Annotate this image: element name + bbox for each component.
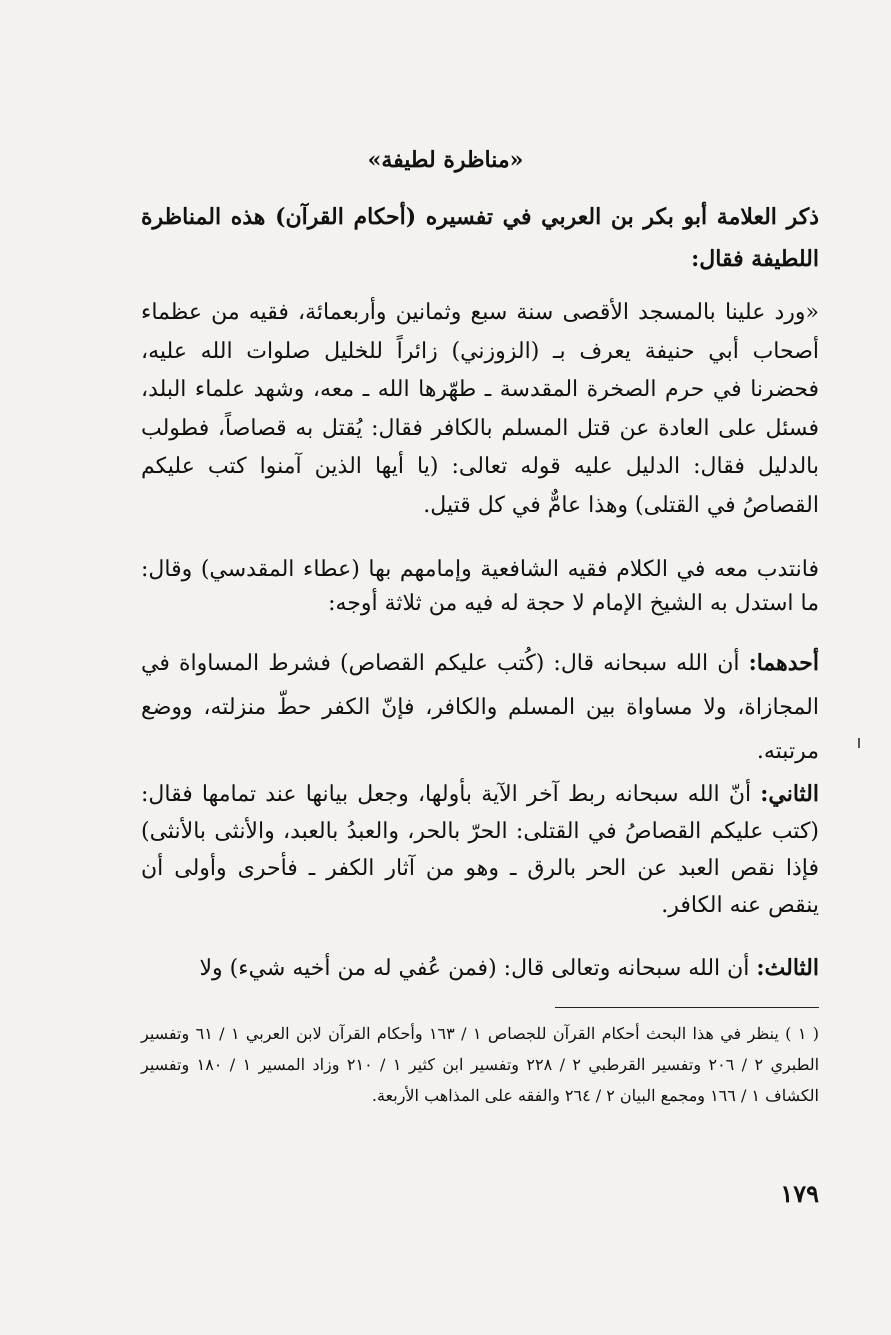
page-number: ١٧٩ xyxy=(780,1179,819,1208)
third-argument-paragraph xyxy=(141,949,819,989)
second-argument-text: أنّ الله سبحانه ربط آخر الآية بأولها، وجعل بيانها عند تمامها فقال: (كتب عليكم القصاصُ في القتلى: الحرّ بالحر، والعبدُ بالعبد، والأنثى بالأنثى) فإذا نقص العبد عن الحر بالرق ـ وهو من آثار الكفر ـ فأحرى وأولى أن ينقص عنه الكافر. xyxy=(141,782,819,918)
second-argument-paragraph xyxy=(141,776,819,924)
narration-paragraph: «ورد علينا بالمسجد الأقصى سنة سبع وثمانين وأربعمائة، فقيه من عظماء أصحاب أبي حنيفة يعرف بـ (الزوزني) زائراً للخليل صلوات الله عليه، فحضرنا في حرم الصخرة المقدسة ـ طهّرها الله ـ معه، وشهد علماء البلد، فسئل على العادة عن قتل المسلم بالكافر فقال: يُقتل به قصاصاً، فطولب بالدليل فقال: الدليل عليه قوله تعالى: (يا أيها الذين آمنوا كتب عليكم القصاصُ في القتلى) وهذا عامٌّ في كل قتيل. xyxy=(141,300,819,518)
footnote-divider xyxy=(555,1007,819,1008)
intro-paragraph: ذكر العلامة أبو بكر بن العربي في تفسيره (أحكام القرآن) هذه المناظرة اللطيفة فقال: xyxy=(141,204,819,272)
response-paragraph: فانتدب معه في الكلام فقيه الشافعية وإمامهم بها (عطاء المقدسي) وقال: ما استدل به الشيخ الإمام لا حجة له فيه من ثلاثة أوجه: xyxy=(141,557,819,616)
first-argument-paragraph xyxy=(141,641,819,774)
section-title: «مناظرة لطيفة» xyxy=(367,147,524,173)
footnote: ( ١ ) ينظر في هذا البحث أحكام القرآن للجصاص ١ / ١٦٣ وأحكام القرآن لابن العربي ١ / ٦١ وتفسير الطبري ٢ / ٢٠٦ وتفسير القرطبي ٢ / ٢٢٨ وتفسير ابن كثير ١ / ٢١٠ وزاد المسير ١ / ١٨٠ وتفسير الكشاف ١ / ١٦٦ ومجمع البيان ٢ / ٢٦٤ والفقه على المذاهب الأربعة. xyxy=(141,1024,820,1105)
first-argument-heading: أحدهما: xyxy=(748,650,819,676)
third-argument-heading: الثالث: xyxy=(756,955,819,981)
second-argument-heading: الثاني: xyxy=(760,781,819,807)
third-argument-text: أن الله سبحانه وتعالى قال: (فمن عُفي له من أخيه شيء) ولا xyxy=(199,956,757,981)
scan-mark xyxy=(858,738,860,748)
first-argument-text: أن الله سبحانه قال: (كُتب عليكم القصاص) فشرط المساواة في المجازاة، ولا مساواة بين المسلم والكافر، فإنّ الكفر حطّ منزلته، ووضع مرتبته. xyxy=(141,651,819,764)
